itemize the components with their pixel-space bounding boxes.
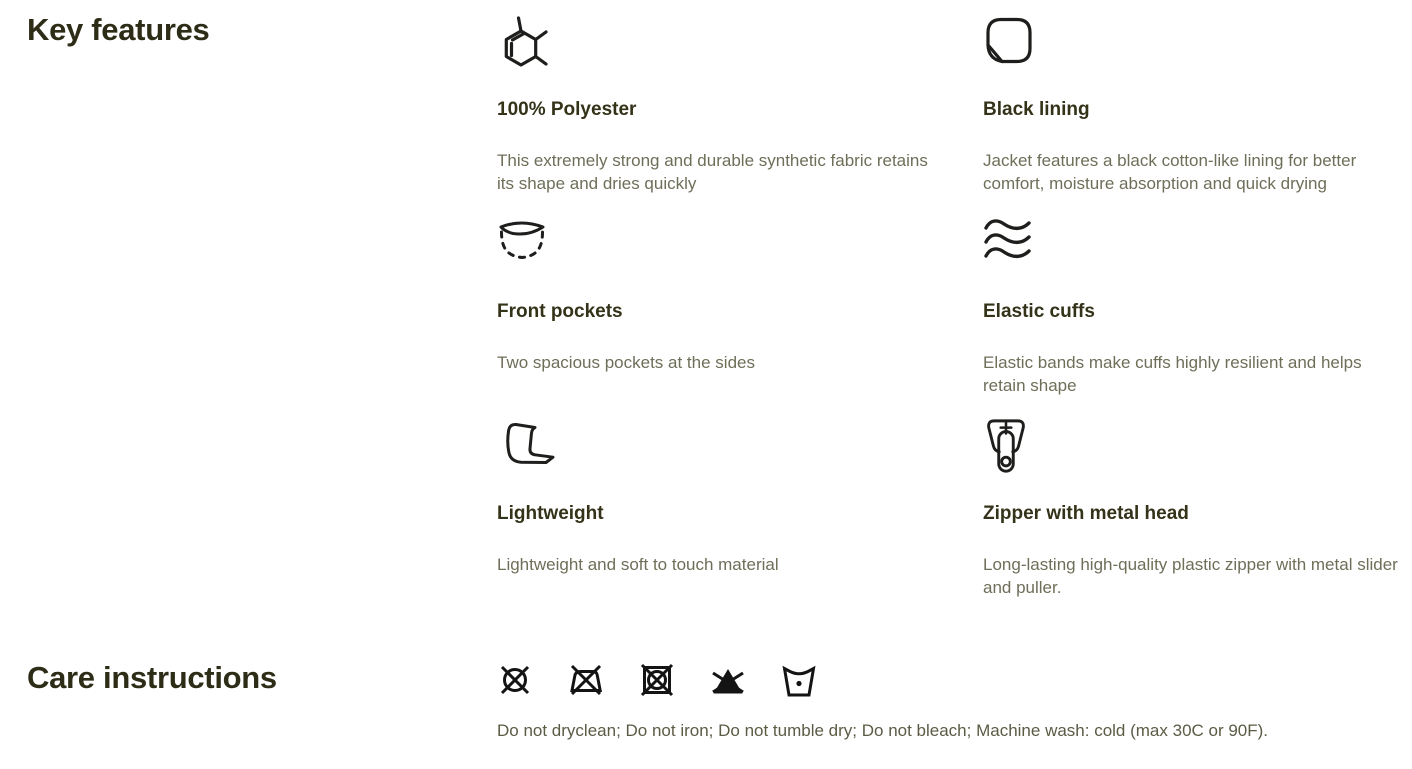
feature-title: Elastic cuffs: [983, 301, 1095, 322]
front-pocket-icon: [497, 215, 937, 270]
feature-polyester: [497, 13, 937, 195]
lightweight-fabric-icon: [497, 417, 937, 472]
feature-description: Elastic bands make cuffs highly resilient and helps retain shape: [983, 353, 1362, 395]
lining-sticker-icon: [983, 13, 1408, 68]
feature-title: 100% Polyester: [497, 99, 637, 120]
care-instructions-heading: Care instructions: [27, 660, 277, 695]
feature-description: This extremely strong and durable synthetic fabric retains its shape and dries quickly: [497, 151, 928, 193]
feature-title: Zipper with metal head: [983, 503, 1189, 524]
feature-description: Jacket features a black cotton-like lining for better comfort, moisture absorption and quick drying: [983, 151, 1357, 193]
care-instructions-text: Do not dryclean; Do not iron; Do not tumble dry; Do not bleach; Machine wash: cold (max 30C or 90F).: [497, 721, 1269, 740]
feature-title: Black lining: [983, 99, 1090, 120]
feature-description: Long-lasting high-quality plastic zipper with metal slider and puller.: [983, 555, 1398, 597]
feature-description: Lightweight and soft to touch material: [497, 555, 779, 574]
feature-description: Two spacious pockets at the sides: [497, 353, 755, 372]
care-icons-row: [497, 661, 817, 699]
elastic-waves-icon: [983, 215, 1408, 270]
key-features-grid: [497, 13, 1409, 599]
do-not-iron-icon: [568, 661, 604, 699]
feature-front-pockets: [497, 215, 937, 397]
feature-zipper: [983, 417, 1408, 599]
feature-title: Front pockets: [497, 301, 623, 322]
do-not-dryclean-icon: [497, 661, 533, 699]
key-features-heading: Key features: [27, 12, 210, 47]
zipper-pull-icon: [983, 417, 1408, 472]
do-not-bleach-icon: [710, 661, 746, 699]
polyester-molecule-icon: [497, 13, 937, 68]
feature-title: Lightweight: [497, 503, 604, 524]
machine-wash-cold-icon: [781, 661, 817, 699]
do-not-tumble-dry-icon: [639, 661, 675, 699]
feature-black-lining: [983, 13, 1408, 195]
feature-lightweight: [497, 417, 937, 599]
feature-elastic-cuffs: [983, 215, 1408, 397]
